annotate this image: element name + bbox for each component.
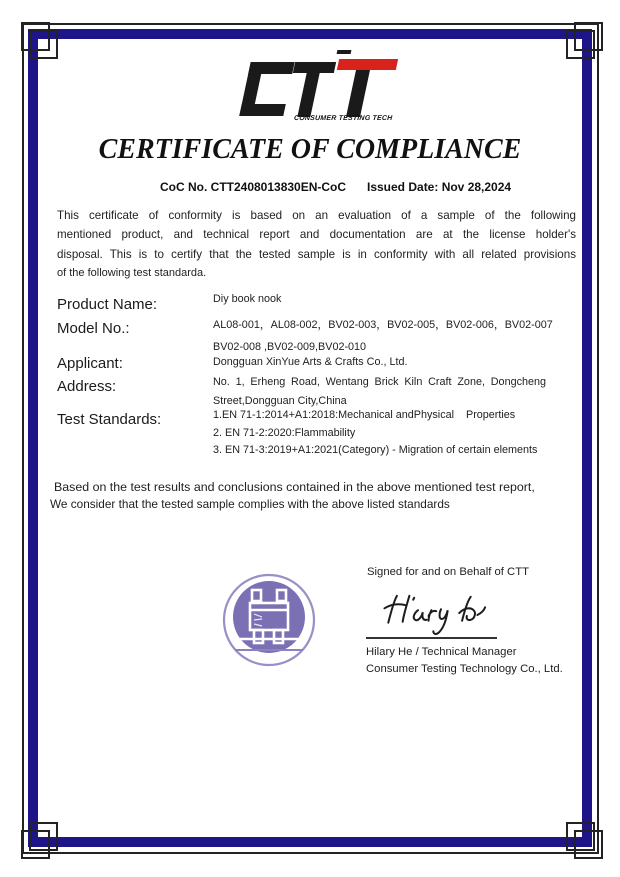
ctt-seal-stamp-icon xyxy=(221,572,317,668)
signatory-name-title: Hilary He / Technical Manager xyxy=(366,646,517,658)
logo-letter-t1-bar xyxy=(293,62,336,73)
field-value-test-standard-3: 3. EN 71-3:2019+A1:2021(Category) - Migration of certain elements xyxy=(213,444,538,456)
certificate-title: CERTIFICATE OF COMPLIANCE xyxy=(98,134,522,165)
corner-ornament-top-right-inner xyxy=(566,30,595,59)
intro-line-4: of the following test standarda. xyxy=(57,266,207,279)
logo-tagline: CONSUMER TESTING TECH xyxy=(293,115,393,122)
conclusion-line-1: Based on the test results and conclusions contained in the above mentioned test report, xyxy=(54,480,535,494)
corner-ornament-bottom-right-inner xyxy=(566,822,595,851)
field-label-address: Address: xyxy=(57,378,117,395)
field-value-model-no-1: AL08-001，AL08-002，BV02-003，BV02-005，BV02-006，BV02-007 xyxy=(213,319,553,331)
field-label-test-standards: Test Standards: xyxy=(57,411,162,428)
corner-ornament-bottom-left-inner xyxy=(29,822,58,851)
field-value-address-1: No. 1, Erheng Road, Wentang Brick Kiln Craft Zone, Dongcheng xyxy=(213,376,546,388)
signed-for-text: Signed for and on Behalf of CTT xyxy=(367,566,530,578)
field-label-applicant: Applicant: xyxy=(57,355,123,372)
field-label-model-no: Model No.: xyxy=(57,320,130,337)
corner-ornament-top-left-inner xyxy=(29,30,58,59)
intro-line-3: disposal. This is to certify that the tested sample is in conformity with all related provisions xyxy=(57,247,576,261)
field-value-product-name: Diy book nook xyxy=(213,293,282,305)
issue-date: Issued Date: Nov 28,2024 xyxy=(367,180,512,194)
conclusion-line-2: We consider that the tested sample complies with the above listed standards xyxy=(50,497,450,511)
field-value-model-no-2: BV02-008 ,BV02-009,BV02-010 xyxy=(213,341,367,353)
coc-number: CoC No. CTT2408013830EN-CoC xyxy=(160,180,347,194)
field-value-applicant: Dongguan XinYue Arts & Crafts Co., Ltd. xyxy=(213,356,408,368)
intro-paragraph xyxy=(57,206,576,283)
signature-line xyxy=(366,637,497,639)
logo-accent-dash xyxy=(337,50,352,54)
intro-line-1: This certificate of conformity is based on an evaluation of a sample of the following xyxy=(57,209,576,222)
field-value-test-standard-1: 1.EN 71-1:2014+A1:2018:Mechanical andPhysical Properties xyxy=(213,409,516,421)
field-label-product-name: Product Name: xyxy=(57,296,158,313)
signature-handwriting-icon xyxy=(382,592,500,638)
field-value-address-2: Street,Dongguan City,China xyxy=(213,395,347,407)
signatory-company: Consumer Testing Technology Co., Ltd. xyxy=(366,663,563,675)
field-value-test-standard-2: 2. EN 71-2:2020:Flammability xyxy=(213,427,356,439)
logo-letter-t2-bar-red xyxy=(337,59,398,70)
intro-line-2: mentioned product, and technical report and documentation are at the license holder's xyxy=(57,228,576,242)
